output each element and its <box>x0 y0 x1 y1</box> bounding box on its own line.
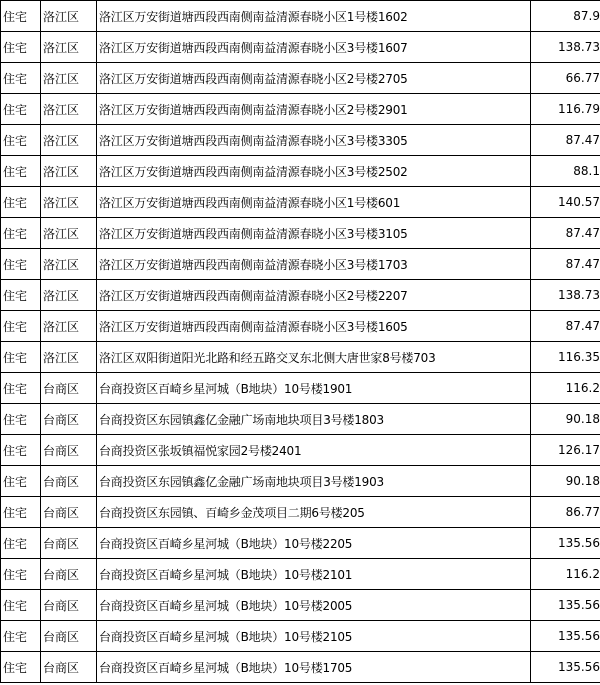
property-type-cell: 住宅 <box>1 466 41 497</box>
table-row <box>1 63 600 94</box>
property-type-cell: 住宅 <box>1 94 41 125</box>
address-cell: 洛江区双阳街道阳光北路和经五路交叉东北侧大唐世家8号楼703 <box>97 342 531 373</box>
address-cell: 台商投资区百崎乡星河城（B地块）10号楼2205 <box>97 528 531 559</box>
address-cell: 洛江区万安街道塘西段西南侧南益清源春晓小区2号楼2901 <box>97 94 531 125</box>
district-cell: 台商区 <box>41 652 97 683</box>
property-type-cell: 住宅 <box>1 590 41 621</box>
address-cell: 台商投资区百崎乡星河城（B地块）10号楼1901 <box>97 373 531 404</box>
district-cell: 台商区 <box>41 559 97 590</box>
district-cell: 洛江区 <box>41 156 97 187</box>
table-row <box>1 590 600 621</box>
property-type-cell: 住宅 <box>1 497 41 528</box>
area-cell: 116.35 <box>531 342 600 373</box>
address-cell: 洛江区万安街道塘西段西南侧南益清源春晓小区1号楼601 <box>97 187 531 218</box>
property-type-cell: 住宅 <box>1 652 41 683</box>
property-type-cell: 住宅 <box>1 311 41 342</box>
district-cell: 洛江区 <box>41 32 97 63</box>
area-cell: 87.47 <box>531 311 600 342</box>
area-cell: 90.18 <box>531 466 600 497</box>
table-row <box>1 311 600 342</box>
address-cell: 台商投资区百崎乡星河城（B地块）10号楼1705 <box>97 652 531 683</box>
address-cell: 洛江区万安街道塘西段西南侧南益清源春晓小区2号楼2207 <box>97 280 531 311</box>
property-type-cell: 住宅 <box>1 559 41 590</box>
address-cell: 洛江区万安街道塘西段西南侧南益清源春晓小区3号楼1703 <box>97 249 531 280</box>
area-cell: 126.17 <box>531 435 600 466</box>
district-cell: 洛江区 <box>41 311 97 342</box>
table-row <box>1 249 600 280</box>
property-type-cell: 住宅 <box>1 249 41 280</box>
district-cell: 洛江区 <box>41 94 97 125</box>
area-cell: 135.56 <box>531 528 600 559</box>
table-row <box>1 559 600 590</box>
address-cell: 洛江区万安街道塘西段西南侧南益清源春晓小区3号楼3105 <box>97 218 531 249</box>
area-cell: 135.56 <box>531 621 600 652</box>
address-cell: 洛江区万安街道塘西段西南侧南益清源春晓小区3号楼3305 <box>97 125 531 156</box>
address-cell: 洛江区万安街道塘西段西南侧南益清源春晓小区1号楼1602 <box>97 1 531 32</box>
district-cell: 台商区 <box>41 621 97 652</box>
area-cell: 90.18 <box>531 404 600 435</box>
address-cell: 台商投资区张坂镇福悦家园2号楼2401 <box>97 435 531 466</box>
property-type-cell: 住宅 <box>1 373 41 404</box>
district-cell: 台商区 <box>41 404 97 435</box>
district-cell: 洛江区 <box>41 218 97 249</box>
address-cell: 台商投资区东园镇鑫亿金融广场南地块项目3号楼1803 <box>97 404 531 435</box>
district-cell: 洛江区 <box>41 249 97 280</box>
area-cell: 138.73 <box>531 280 600 311</box>
area-cell: 116.2 <box>531 559 600 590</box>
area-cell: 66.77 <box>531 63 600 94</box>
table-row <box>1 218 600 249</box>
property-type-cell: 住宅 <box>1 621 41 652</box>
table-row <box>1 497 600 528</box>
district-cell: 台商区 <box>41 528 97 559</box>
table-row <box>1 466 600 497</box>
table-row <box>1 435 600 466</box>
table-row <box>1 156 600 187</box>
address-cell: 洛江区万安街道塘西段西南侧南益清源春晓小区3号楼1607 <box>97 32 531 63</box>
table-body <box>1 1 600 683</box>
area-cell: 87.47 <box>531 218 600 249</box>
area-cell: 138.73 <box>531 32 600 63</box>
table-row <box>1 652 600 683</box>
table-row <box>1 528 600 559</box>
district-cell: 洛江区 <box>41 342 97 373</box>
property-type-cell: 住宅 <box>1 63 41 94</box>
table-row <box>1 280 600 311</box>
address-cell: 洛江区万安街道塘西段西南侧南益清源春晓小区3号楼2502 <box>97 156 531 187</box>
address-cell: 台商投资区东园镇、百崎乡金茂项目二期6号楼205 <box>97 497 531 528</box>
address-cell: 洛江区万安街道塘西段西南侧南益清源春晓小区3号楼1605 <box>97 311 531 342</box>
area-cell: 87.9 <box>531 1 600 32</box>
table-row <box>1 32 600 63</box>
area-cell: 140.57 <box>531 187 600 218</box>
property-type-cell: 住宅 <box>1 156 41 187</box>
area-cell: 87.47 <box>531 125 600 156</box>
property-type-cell: 住宅 <box>1 342 41 373</box>
district-cell: 洛江区 <box>41 280 97 311</box>
property-type-cell: 住宅 <box>1 125 41 156</box>
district-cell: 台商区 <box>41 435 97 466</box>
district-cell: 台商区 <box>41 466 97 497</box>
property-type-cell: 住宅 <box>1 187 41 218</box>
address-cell: 洛江区万安街道塘西段西南侧南益清源春晓小区2号楼2705 <box>97 63 531 94</box>
area-cell: 116.2 <box>531 373 600 404</box>
address-cell: 台商投资区百崎乡星河城（B地块）10号楼2101 <box>97 559 531 590</box>
table-row <box>1 621 600 652</box>
table-row <box>1 187 600 218</box>
area-cell: 88.1 <box>531 156 600 187</box>
property-type-cell: 住宅 <box>1 528 41 559</box>
table-row <box>1 342 600 373</box>
table-row <box>1 94 600 125</box>
address-cell: 台商投资区百崎乡星河城（B地块）10号楼2105 <box>97 621 531 652</box>
table-row <box>1 125 600 156</box>
property-type-cell: 住宅 <box>1 404 41 435</box>
table-row <box>1 1 600 32</box>
district-cell: 洛江区 <box>41 1 97 32</box>
area-cell: 86.77 <box>531 497 600 528</box>
address-cell: 台商投资区东园镇鑫亿金融广场南地块项目3号楼1903 <box>97 466 531 497</box>
district-cell: 洛江区 <box>41 187 97 218</box>
property-type-cell: 住宅 <box>1 280 41 311</box>
district-cell: 台商区 <box>41 590 97 621</box>
area-cell: 135.56 <box>531 590 600 621</box>
address-cell: 台商投资区百崎乡星河城（B地块）10号楼2005 <box>97 590 531 621</box>
district-cell: 洛江区 <box>41 125 97 156</box>
district-cell: 洛江区 <box>41 63 97 94</box>
district-cell: 台商区 <box>41 373 97 404</box>
area-cell: 135.56 <box>531 652 600 683</box>
property-type-cell: 住宅 <box>1 218 41 249</box>
property-type-cell: 住宅 <box>1 435 41 466</box>
table-row <box>1 404 600 435</box>
area-cell: 87.47 <box>531 249 600 280</box>
property-type-cell: 住宅 <box>1 32 41 63</box>
district-cell: 台商区 <box>41 497 97 528</box>
property-type-cell: 住宅 <box>1 1 41 32</box>
table-row <box>1 373 600 404</box>
area-cell: 116.79 <box>531 94 600 125</box>
